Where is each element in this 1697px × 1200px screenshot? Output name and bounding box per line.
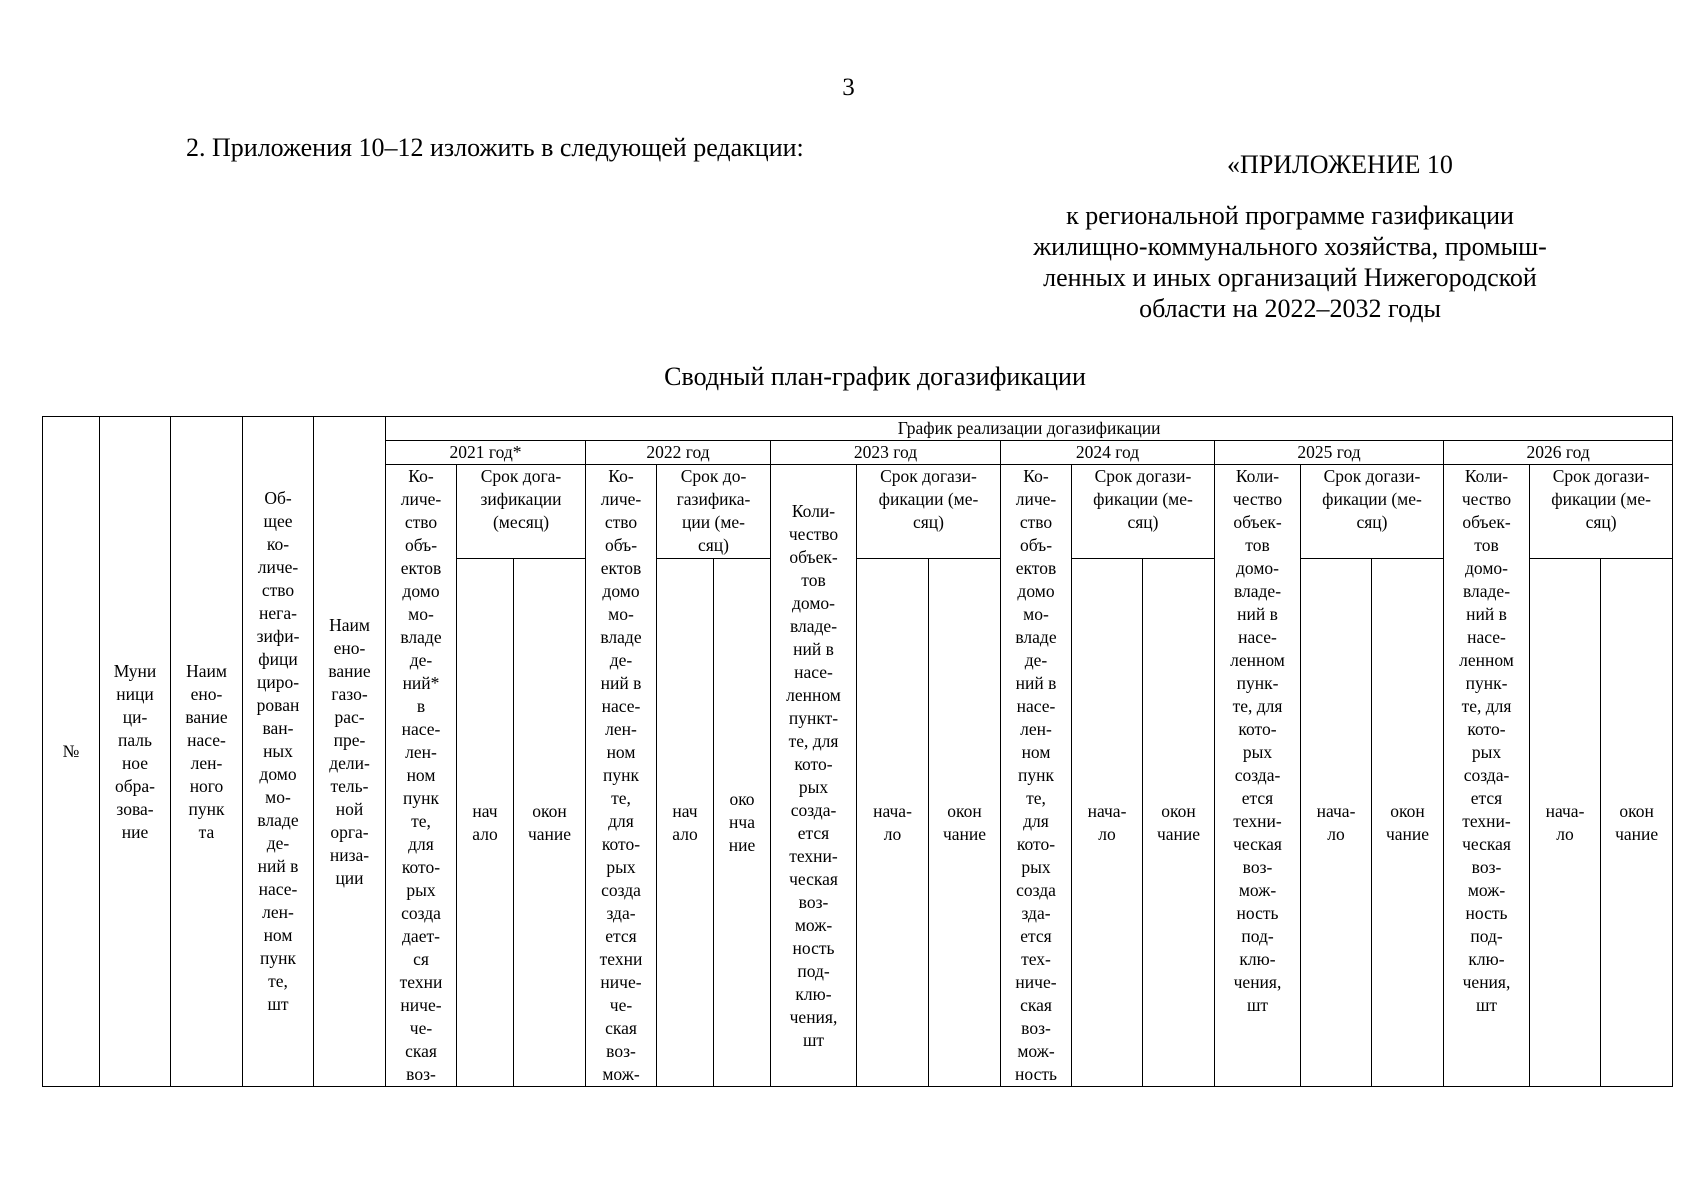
header-text-line: Срок до- [680,466,747,486]
header-text-line: нача- [873,800,912,821]
header-text-line: ной [335,798,364,819]
header-text-line: объек- [1233,512,1282,532]
header-text-line: тех- [1021,949,1051,969]
header-text-line: ции [335,867,364,888]
header-text-line: сяц) [1356,512,1388,532]
header-text-line: ных [263,741,293,761]
header-text-line: низа- [329,844,370,865]
header-text-line: под- [797,960,830,981]
header-text-line: сяц) [1585,512,1617,532]
header-text-line: сяц) [1127,512,1159,532]
end-header-2024 [1143,559,1215,1087]
header-text-line: пунк [188,798,225,819]
header-text-line: насе- [601,696,641,716]
count-header-2025 [1215,465,1301,1087]
header-text-line: Коли- [1464,466,1509,486]
header-text-line: ется [605,926,637,946]
header-text-line: ность [792,937,835,958]
header-text-line: фици [258,649,298,669]
header-text-line: лен- [605,719,637,739]
header-text-line: ний в [793,638,834,659]
header-text-line: ници [116,683,154,704]
header-text-line: чание [527,823,572,844]
count-header-2023 [771,465,857,1087]
table-title: Сводный план-график догазификации [664,362,1086,391]
end-header-2021 [514,559,586,1087]
header-text-line: лен- [405,742,437,762]
header-text-line: для [408,834,434,854]
header-text-line: ская [405,1041,437,1061]
header-text-line: шт [1246,995,1269,1015]
header-text-line: рых [798,776,829,797]
header-text-line: ская [1020,995,1052,1015]
header-text-line: те, [411,811,431,831]
header-text-line: ало [472,823,498,844]
header-text-line: че- [409,1018,433,1038]
header-text-line: пунк- [1465,673,1508,693]
header-text-line: рых [1021,857,1051,877]
end-header-2022 [714,559,771,1087]
header-text-line: фикации (ме- [1093,489,1193,509]
header-text-line: кото- [1016,834,1056,854]
year-2026-header: 2026 год [1444,441,1673,465]
end-header-2025 [1372,559,1444,1087]
header-text-line: созда [601,880,641,900]
header-text-line: ческая [1462,834,1511,854]
header-text-line: насе- [401,719,441,739]
header-text-line: мож- [794,914,833,935]
header-text-line: Ко- [1023,466,1049,486]
header-text-line: пунк [1018,765,1054,785]
header-text-line: созда- [1234,765,1281,785]
header-text-line: окон [1161,800,1196,821]
header-text-line: ци- [122,706,148,727]
header-text-line: ний в [1015,673,1057,693]
header-text-line: ленном [1459,650,1514,670]
header-text-line: в [416,696,426,716]
header-text-line: мож- [1467,880,1506,900]
intro-text: 2. Приложения 10–12 изложить в следующей редакции: [186,133,804,162]
header-text-line: ство [261,580,295,600]
header-text-line: домо- [792,592,835,613]
header-text-line: лен- [262,902,294,922]
header-text-line: воз- [606,1041,636,1061]
header-text-line: домо [402,581,440,601]
header-text-line: кото- [1238,719,1277,739]
header-text-line: ниче- [600,972,642,992]
header-text-line: рых [406,880,436,900]
header-text-line: тель- [330,775,369,796]
header-text-line: нча [729,812,755,832]
header-text-line: Ко- [608,466,634,486]
header-text-line: ном [263,925,293,945]
header-text-line: Наим [329,614,370,635]
header-text-line: ное [121,752,149,773]
header-text-line: созда [1016,880,1056,900]
header-text-line: Муни [113,660,157,681]
header-text-line: воз- [1242,857,1273,877]
header-text-line: ний в [257,856,299,876]
count-header-2026 [1444,465,1530,1087]
header-text-line: ний* [402,673,440,693]
header-text-line: мож- [1238,880,1277,900]
header-text-line: ская [605,1018,637,1038]
header-text-line: циро- [256,672,300,692]
header-text-line: владе [257,810,299,830]
header-text-line: Ко- [408,466,434,486]
appendix-title: «ПРИЛОЖЕНИЕ 10 [1227,150,1453,179]
header-text-line: обра- [115,775,155,796]
header-text-line: де- [609,650,633,670]
count-header-2022 [586,465,657,1087]
header-text-line: ниче- [400,995,442,1015]
header-text-line: щее [263,511,293,531]
header-text-line: владе- [1462,581,1511,601]
term-header-2025 [1301,465,1444,559]
header-text-line: ван- [262,718,294,738]
header-text-line: техни- [1462,811,1511,831]
header-text-line: окон [1619,800,1654,821]
header-text-line: ном [1021,742,1051,762]
year-2023-header: 2023 год [771,441,1001,465]
header-text-line: владе- [789,615,838,636]
header-text-line: объ- [1019,535,1053,555]
header-text-line: насе- [1016,696,1056,716]
header-text-line: дели- [329,752,370,773]
header-text-line: ектов [1015,558,1057,578]
header-text-line: Коли- [1235,466,1280,486]
header-text-line: объек- [1462,512,1511,532]
header-text-line: личе- [1015,489,1057,509]
term-header-2024 [1072,465,1215,559]
header-text-line: домо [259,764,297,784]
header-text-line: ние [728,835,756,855]
header-text-line: Срок догази- [1323,466,1421,486]
year-2022-header: 2022 год [586,441,771,465]
header-text-line: чание [1615,823,1659,844]
header-text-line: ло [1327,823,1345,844]
header-text-line: насе- [794,661,833,682]
header-text-line: владе [1015,627,1057,647]
header-text-line: пунк [603,765,639,785]
header-text-line: ленном [786,684,841,705]
header-text-line: тов [801,569,826,590]
header-text-line: зда- [606,903,636,923]
header-text-line: чание [1385,823,1430,844]
header-text-line: чание [942,823,987,844]
header-text-line: газифика- [676,489,751,509]
header-text-line: ется [1020,926,1052,946]
header-text-line: мо- [408,604,434,624]
header-text-line: те, [268,971,288,991]
header-text-line: ло [883,823,902,844]
header-text-line: ся [413,949,429,969]
header-text-line: пунк [260,948,296,968]
header-text-line: нача- [1087,800,1127,821]
header-text-line: пре- [333,729,366,750]
header-text-line: под- [1470,926,1503,946]
header-text-line: те, для [788,730,839,751]
header-text-line: шт [267,994,289,1014]
header-text-line: домо [602,581,640,601]
header-text-line: ном [606,742,636,762]
header-text-line: ность [1465,903,1508,923]
header-text-line: ство [604,512,638,532]
header-text-line: фикации (ме- [1322,489,1422,509]
header-text-line: (месяц) [492,512,550,532]
header-text-line: лен- [1020,719,1052,739]
header-text-line: вание [185,706,228,727]
header-text-line: шт [1475,995,1498,1015]
header-text-line: чения, [789,1006,838,1027]
header-text-line: кото- [601,834,641,854]
header-text-line: лен- [190,752,223,773]
header-text-line: та [198,821,215,842]
header-text-line: ний в [1237,604,1278,624]
header-text-line: сяц) [697,535,729,555]
header-text-line: Срок догази- [880,466,977,486]
header-text-line: ний в [600,673,642,693]
header-text-line: воз- [1021,1018,1051,1038]
header-text-line: Срок догази- [1552,466,1650,486]
header-text-line: клю- [795,983,832,1004]
header-text-line: чения, [1233,972,1282,992]
term-header-2021 [457,465,586,559]
header-text-line: ство [404,512,438,532]
end-header-2026 [1601,559,1673,1087]
header-text-line: мо- [265,787,291,807]
header-text-line: владе- [1233,581,1282,601]
header-text-line: ном [406,765,436,785]
header-text-line: Об- [264,488,292,508]
header-text-line: техни [599,949,643,969]
header-text-line: ниче- [1015,972,1057,992]
header-text-line: тов [1245,535,1270,555]
header-text-line: рых [1471,742,1502,762]
header-text-line: орга- [330,821,369,842]
header-text-line: ность [1015,1064,1057,1084]
header-text-line: нач [672,800,698,821]
header-text-line: насе- [1238,627,1277,647]
header-text-line: ность [1236,903,1279,923]
header-text-line: чения, [1462,972,1511,992]
appendix-line: к региональной программе газификации [1066,201,1514,230]
appendix-line: области на 2022–2032 годы [1139,294,1441,323]
header-text-line: ческая [789,868,838,889]
term-header-2026 [1530,465,1673,559]
header-text-line: рых [606,857,636,877]
header-text-line: те, [1026,788,1046,808]
header-text-line: техни [399,972,443,992]
header-text-line: воз- [798,891,829,912]
end-header-2023 [929,559,1001,1087]
header-text-line: окон [947,800,982,821]
header-text-line: мож- [1017,1041,1055,1061]
header-text-line: де- [1024,650,1048,670]
start-header-2023 [857,559,929,1087]
header-text-line: под- [1241,926,1274,946]
header-text-line: ческая [1233,834,1282,854]
col-total-count-header [243,417,314,1087]
header-text-line: ется [1241,788,1274,808]
header-text-line: домо- [1236,558,1279,578]
header-text-line: рован [256,695,300,715]
header-text-line: ало [672,823,698,844]
header-text-line: созда- [1463,765,1510,785]
header-text-line: фикации (ме- [878,489,979,509]
header-text-line: объ- [404,535,438,555]
header-text-line: де- [266,833,290,853]
header-text-line: личе- [257,557,299,577]
header-text-line: ектов [400,558,442,578]
header-text-line: нача- [1545,800,1585,821]
header-text-line: владе [400,627,442,647]
header-row-1 [43,417,1673,441]
year-2025-header: 2025 год [1215,441,1444,465]
header-text-line: личе- [400,489,442,509]
header-text-line: ного [189,775,224,796]
count-header-2021 [386,465,457,1087]
header-text-line: для [608,811,634,831]
col-settlement-header [171,417,243,1087]
header-text-line: клю- [1239,949,1276,969]
header-text-line: личе- [600,489,642,509]
count-header-2024 [1001,465,1072,1087]
header-text-line: клю- [1468,949,1505,969]
header-text-line: для [1023,811,1049,831]
header-text-line: зифи- [256,626,300,646]
header-text-line: мож- [602,1064,640,1084]
header-text-line: зда- [1021,903,1051,923]
header-text-line: ется [797,822,830,843]
header-text-line: те, для [1232,696,1283,716]
header-text-line: ектов [600,558,642,578]
header-text-line: де- [409,650,433,670]
header-text-line: зификации [480,489,562,509]
header-text-line: пунк- [1236,673,1279,693]
header-text-line: сяц) [912,512,944,532]
header-text-line: нача- [1316,800,1356,821]
header-text-line: тов [1474,535,1499,555]
header-text-line: Коли- [791,500,836,521]
header-text-line: насе- [1467,627,1506,647]
start-header-2021 [457,559,514,1087]
start-header-2025 [1301,559,1372,1087]
header-text-line: мо- [608,604,634,624]
year-2024-header: 2024 год [1001,441,1215,465]
header-text-line: созда- [790,799,837,820]
header-text-line: фикации (ме- [1551,489,1651,509]
schedule-table [42,416,1673,1087]
header-text-line: окон [532,800,567,821]
header-text-line: рас- [334,706,365,727]
header-text-line: Наим [186,660,227,681]
header-text-line: окон [1390,800,1425,821]
header-text-line: чество [788,523,839,544]
header-text-line: техни- [1233,811,1282,831]
header-text-line: те, для [1461,696,1512,716]
header-text-line: Срок дога- [480,466,562,486]
header-text-line: ется [1470,788,1503,808]
header-text-line: объ- [604,535,638,555]
header-text-line: зова- [116,798,154,819]
header-text-line: объек- [789,546,838,567]
appendix-description [990,200,1590,324]
header-text-line: нач [472,800,498,821]
header-text-line: ний в [1466,604,1507,624]
header-text-line: те, [611,788,631,808]
header-text-line: чество [1461,489,1512,509]
header-text-line: воз- [1471,857,1502,877]
col-gdo-header [314,417,386,1087]
header-text-line: созда [401,903,441,923]
header-text-line: ено- [190,683,223,704]
header-text-line: пунк [403,788,439,808]
term-header-2023 [857,465,1001,559]
appendix-line: жилищно-коммунального хозяйства, промыш- [1033,232,1547,261]
header-text-line: кото- [794,753,833,774]
header-text-line: ено- [333,637,366,658]
header-text-line: Срок догази- [1094,466,1192,486]
year-2021-header: 2021 год* [386,441,586,465]
header-text-line: мо- [1023,604,1049,624]
header-text-line: ленном [1230,650,1285,670]
header-text-line: владе [600,627,642,647]
schedule-header: График реализации догазификации [386,417,1673,441]
start-header-2026 [1530,559,1601,1087]
header-text-line: домо [1017,581,1055,601]
header-text-line: чество [1232,489,1283,509]
header-text-line: пункт- [788,707,839,728]
col-number-header: № [43,417,100,1087]
header-text-line: кото- [1467,719,1506,739]
header-text-line: ло [1098,823,1116,844]
header-text-line: рых [1242,742,1273,762]
header-text-line: ство [1019,512,1053,532]
header-text-line: насе- [187,729,226,750]
header-text-line: кото- [401,857,441,877]
header-text-line: газо- [331,683,368,704]
header-text-line: че- [609,995,633,1015]
header-text-line: чание [1156,823,1201,844]
page-number: 3 [842,74,855,101]
header-text-line: вание [328,660,371,681]
term-header-2022 [657,465,771,559]
header-text-line: насе- [258,879,298,899]
header-text-line: око [729,789,755,809]
header-text-line: техни- [789,845,838,866]
header-text-line: ло [1556,823,1574,844]
header-text-line: воз- [406,1064,436,1084]
header-text-line: дает- [402,926,440,946]
start-header-2022 [657,559,714,1087]
header-text-line: ние [121,821,149,842]
header-text-line: ции (ме- [682,512,745,532]
col-municipality-header [100,417,171,1087]
header-text-line: ко- [266,534,290,554]
appendix-line: ленных и иных организаций Нижегородской [1043,263,1537,292]
start-header-2024 [1072,559,1143,1087]
header-text-line: домо- [1465,558,1508,578]
header-text-line: шт [802,1029,825,1050]
header-text-line: нега- [259,603,297,623]
header-text-line: паль [117,729,152,750]
